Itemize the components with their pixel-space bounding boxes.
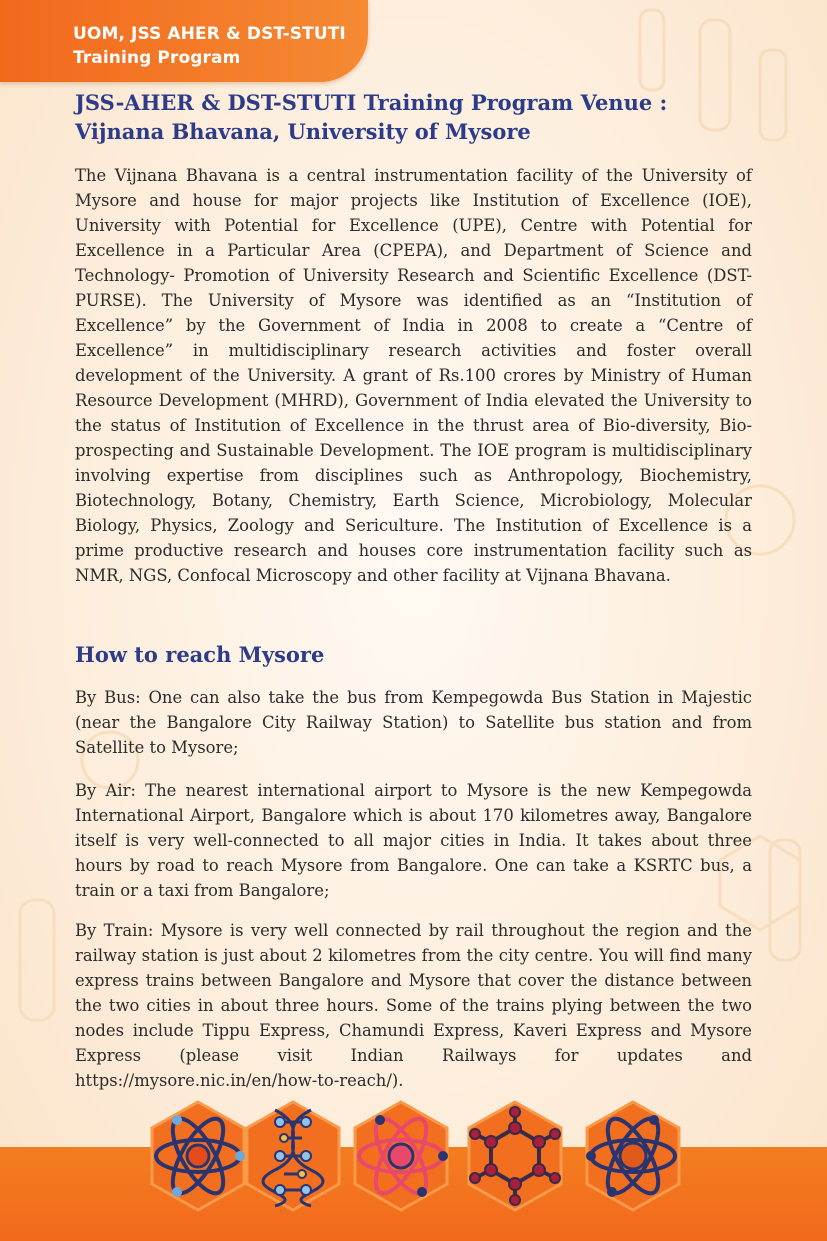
venue-heading	[75, 88, 755, 146]
dna-icon	[240, 1100, 346, 1212]
banner-title: UOM, JSS AHER & DST-STUTI	[73, 24, 346, 44]
reach-by-air: By Air: The nearest international airport to Mysore is the new Kempegowda International Airport, Bangalore which is about 170 kilometres away, Bangalore itself is very well-connected to all major cities in India. It takes about three hours by road to reach Mysore from Bangalore. One can take a KSRTC bus, a train or a taxi from Bangalore;	[75, 781, 752, 900]
reach-by-bus: By Bus: One can also take the bus from Kempegowda Bus Station in Majestic (near the Bangalore City Railway Station) to Satellite bus station and from Satellite to Mysore;	[75, 688, 752, 757]
molecule-icon	[462, 1100, 568, 1212]
header-banner	[0, 0, 368, 82]
venue-paragraph: The Vijnana Bhavana is a central instrumentation facility of the University of Mysore and house for major projects like Institution of Excellence (IOE), University with Potential for Excellence (UPE), Centre with Potential for Excellence in a Particular Area (CPEPA), and Department of Science and Technology- Promotion of University Research and Scientific Excellence (DST-PURSE). The University of Mysore was identified as an “Institution of Excellence” by the Government of India in 2008 to create a “Centre of Excellence” in multidisciplinary research activities and foster overall development of the University. A grant of Rs.100 crores by Ministry of Human Resource Development (MHRD), Government of India elevated the University to the status of Institution of Excellence in the thrust area of Bio-diversity, Bio-prospecting and Sustainable Development. The IOE program is multidisciplinary involving expertise from disciplines such as Anthropology, Biochemistry, Biotechnology, Botany, Chemistry, Earth Science, Microbiology, Molecular Biology, Physics, Zoology and Sericulture. The Institution of Excellence is a prime productive research and houses core instrumentation facility such as NMR, NGS, Confocal Microscopy and other facility at Vijnana Bhavana.	[75, 166, 752, 585]
reach-by-train: By Train: Mysore is very well connected by rail throughout the region and the railway station is just about 2 kilometres from the city centre. You will find many express trains between Bangalore and Mysore that cover the distance between the two cities in about three hours. Some of the trains plying between the two nodes include Tippu Express, Chamundi Express, Kaveri Express and Mysore Express (please visit Indian Railways for updates and https://mysore.nic.in/en/how-to-reach/).	[75, 921, 752, 1090]
atom-icon	[145, 1100, 251, 1212]
venue-heading-line1: JSS-AHER & DST-STUTI Training Program Venue :	[75, 90, 668, 115]
atom-icon	[580, 1100, 686, 1212]
venue-heading-line2: Vijnana Bhavana, University of Mysore	[75, 119, 531, 144]
banner-subtitle: Training Program	[73, 48, 241, 68]
reach-heading: How to reach Mysore	[75, 642, 325, 667]
atom-icon	[348, 1100, 454, 1212]
